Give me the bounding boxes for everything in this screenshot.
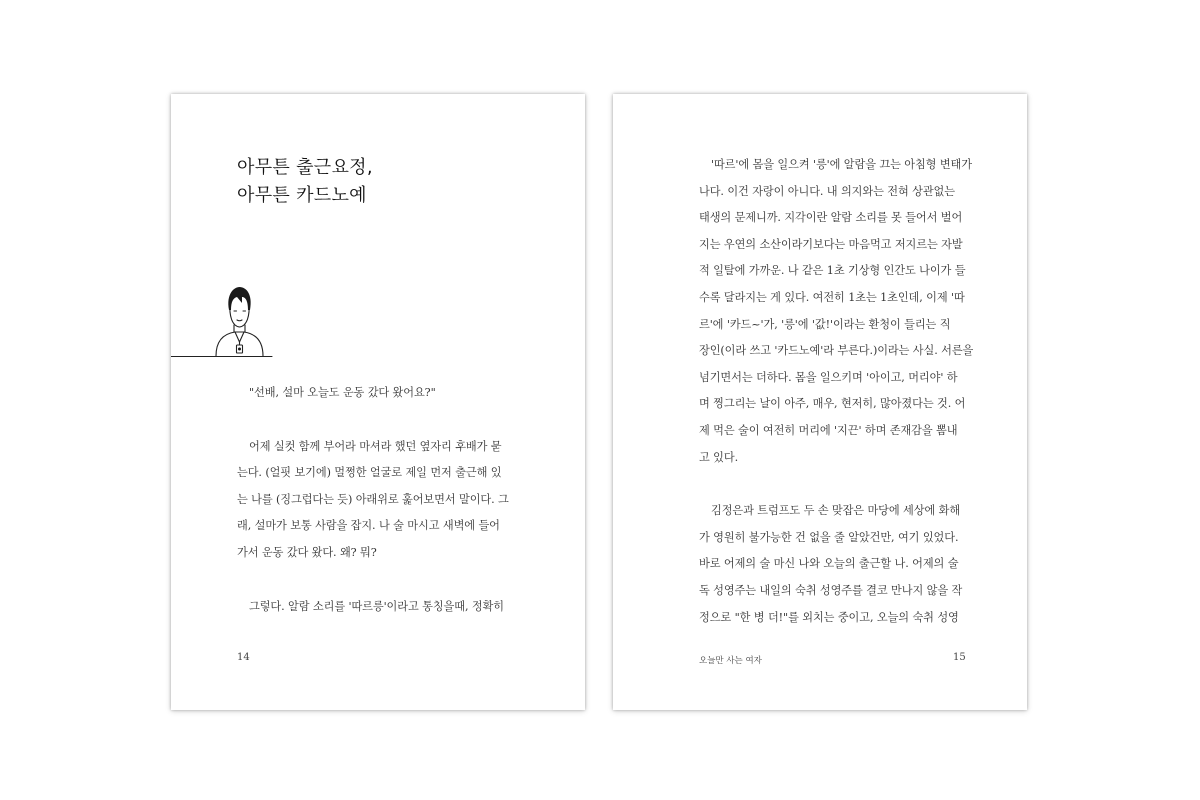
text-line: 나다. 이건 자랑이 아니다. 내 의지와는 전혀 상관없는 xyxy=(699,184,955,198)
text-line: 장인(이라 쓰고 '카드노예'라 부른다.)이라는 사실. 서른을 xyxy=(699,344,974,358)
page-number: 15 xyxy=(953,652,966,663)
text-line: "선배, 설마 오늘도 운동 갔다 왔어요?" xyxy=(249,386,436,399)
text-line: 그렇다. 알람 소리를 '따르릉'이라고 통칭을때, 정확히 xyxy=(249,599,504,613)
page-number: 14 xyxy=(237,652,250,663)
office-worker-illustration xyxy=(171,280,281,360)
right-page xyxy=(613,94,1027,710)
text-line: 어제 실컷 함께 부어라 마셔라 했던 옆자리 후배가 묻 xyxy=(249,439,502,453)
right-body-text xyxy=(699,152,975,631)
text-line: 적 일탈에 가까운. 나 같은 1초 기상형 인간도 나이가 들 xyxy=(699,264,966,278)
text-line: 가 영원히 불가능한 건 없을 줄 알았건만, 여기 있었다. xyxy=(699,530,959,544)
text-line: 는 나를 (징그럽다는 듯) 아래위로 훑어보면서 말이다. 그 xyxy=(237,492,509,506)
text-line: 김정은과 트럼프도 두 손 맞잡은 마당에 세상에 화해 xyxy=(711,504,961,518)
left-body-text xyxy=(237,380,567,620)
text-line: 바로 어제의 술 마신 나와 오늘의 출근할 나. 어제의 술 xyxy=(699,557,959,571)
running-title: 오늘만 사는 여자 xyxy=(699,656,762,666)
chapter-title xyxy=(237,154,373,210)
text-line: 제 먹은 술이 여전히 머리에 '지끈' 하며 존재감을 뽐내 xyxy=(699,423,958,437)
text-line: 지는 우연의 소산이라기보다는 마음먹고 저지르는 자발 xyxy=(699,237,963,251)
text-line: '따르'에 몸을 일으켜 '릉'에 알람을 끄는 아침형 변태가 xyxy=(711,158,972,171)
chapter-title-line-2: 아무튼 카드노예 xyxy=(237,185,367,206)
text-line: 수록 달라지는 게 있다. 여전히 1초는 1초인데, 이제 '따 xyxy=(699,290,965,304)
text-line: 정으로 "한 병 더!"를 외치는 중이고, 오늘의 숙취 성영 xyxy=(699,610,959,624)
text-line: 르'에 '카드~'가, '릉'에 '값!'이라는 환청이 들리는 직 xyxy=(699,317,951,331)
text-line: 가서 운동 갔다 왔다. 왜? 뭐? xyxy=(237,545,377,559)
text-line: 는다. (얼핏 보기에) 멀쩡한 얼굴로 제일 먼저 출근해 있 xyxy=(237,466,502,480)
text-line: 독 성영주는 내일의 숙취 성영주를 결코 만나지 않을 작 xyxy=(699,583,963,597)
left-page xyxy=(171,94,585,710)
text-line: 며 찡그리는 날이 아주, 매우, 현저히, 많아졌다는 것. 어 xyxy=(699,397,966,411)
text-line: 넘기면서는 더하다. 몸을 일으키며 '아이고, 머리야' 하 xyxy=(699,370,958,384)
text-line: 래, 설마가 보통 사람을 잡지. 나 술 마시고 새벽에 들어 xyxy=(237,519,500,533)
text-line: 고 있다. xyxy=(699,450,739,464)
chapter-title-line-1: 아무튼 출근요정, xyxy=(237,157,373,178)
text-line: 태생의 문제니까. 지각이란 알람 소리를 못 들어서 벌어 xyxy=(699,211,963,225)
